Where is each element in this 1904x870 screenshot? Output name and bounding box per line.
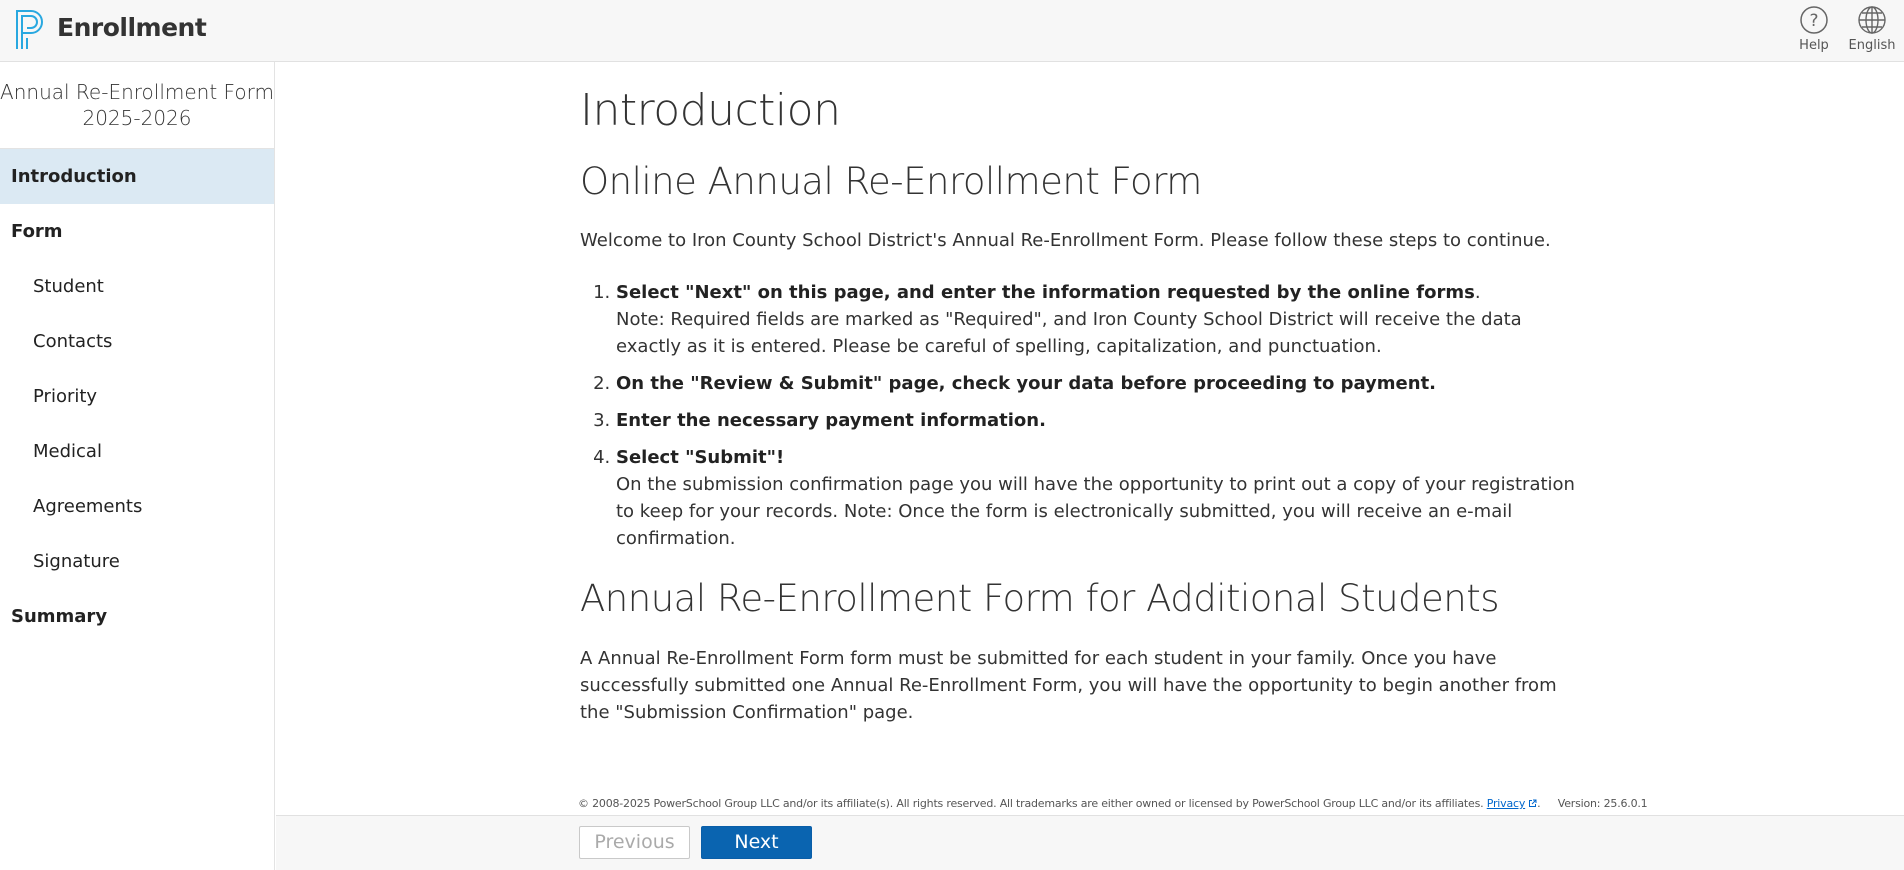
- page-title: Introduction: [580, 85, 841, 136]
- privacy-link[interactable]: [1487, 797, 1525, 810]
- sidebar-item-priority[interactable]: Priority: [33, 386, 98, 407]
- sidebar: [0, 62, 275, 870]
- sidebar-item-summary[interactable]: Summary: [11, 606, 108, 627]
- step-heading: Enter the necessary payment information.: [616, 410, 1046, 431]
- navigation-button-bar: [276, 815, 1904, 870]
- step-item: [616, 279, 1590, 360]
- language-label: English: [1848, 38, 1896, 53]
- intro-content: [580, 81, 1590, 726]
- main-content: [276, 62, 1904, 870]
- step-note: On the submission confirmation page you will have the opportunity to print out a copy of your registration to keep for your records. Note: Once the form is electronically submitted, you will receive an e-mail confirmation.: [616, 474, 1575, 549]
- step-suffix: .: [1474, 282, 1481, 303]
- powerschool-logo-icon: [14, 8, 48, 50]
- form-title: [0, 62, 274, 149]
- svg-text:?: ?: [1809, 11, 1819, 31]
- step-heading: On the "Review & Submit" page, check your data before proceeding to payment.: [616, 373, 1437, 394]
- welcome-text: Welcome to Iron County School District's Annual Re-Enrollment Form. Please follow these steps to continue.: [580, 230, 1551, 251]
- additional-students-text: A Annual Re-Enrollment Form form must be submitted for each student in your family. Once you have successfully submitted one Annual Re-Enrollment Form, you will have the opportunity to begin another from the "Submission Confirmation" page.: [580, 648, 1557, 723]
- next-button[interactable]: Next: [701, 826, 812, 859]
- steps-list: [580, 279, 1590, 552]
- sidebar-item-agreements[interactable]: Agreements: [33, 496, 143, 517]
- sidebar-item-student[interactable]: Student: [33, 276, 104, 297]
- help-button[interactable]: [1786, 5, 1842, 53]
- globe-icon: [1857, 5, 1887, 35]
- step-item: [616, 370, 1590, 397]
- help-icon: [1799, 5, 1829, 35]
- help-label: Help: [1799, 38, 1829, 53]
- form-title-line1: Annual Re-Enrollment Form: [0, 80, 274, 104]
- step-item: [616, 407, 1590, 434]
- step-heading: Select "Next" on this page, and enter the information requested by the online forms: [616, 282, 1475, 303]
- step-item: [616, 444, 1590, 552]
- footer-copyright: © 2008-2025 PowerSchool Group LLC and/or its affiliate(s). All rights reserved. All trademarks are either owned or licensed by PowerSchool Group LLC and/or its affiliates. Privacy . Version: 25.6.0.1: [578, 797, 1648, 810]
- copyright-text: © 2008-2025 PowerSchool Group LLC and/or its affiliate(s). All rights reserved. All trademarks are either owned or licensed by PowerSchool Group LLC and/or its affiliates.: [578, 797, 1484, 810]
- section-title-online-form: Online Annual Re-Enrollment Form: [580, 160, 1202, 203]
- form-title-line2: 2025-2026: [82, 106, 192, 130]
- app-header: [0, 0, 1904, 62]
- sidebar-item-introduction[interactable]: Introduction: [0, 149, 274, 204]
- sidebar-item-medical[interactable]: Medical: [33, 441, 102, 462]
- sidebar-item-signature[interactable]: Signature: [33, 551, 120, 572]
- language-button[interactable]: [1844, 5, 1900, 53]
- privacy-label: Privacy: [1486, 797, 1526, 810]
- external-link-icon: [1528, 799, 1537, 808]
- previous-button[interactable]: Previous: [579, 826, 690, 859]
- section-title-additional-students: Annual Re-Enrollment Form for Additional Students: [580, 577, 1500, 620]
- step-note: Note: Required fields are marked as "Required", and Iron County School District will receive the data exactly as it is entered. Please be careful of spelling, capitalization, and punctuation.: [616, 309, 1522, 357]
- sidebar-item-contacts[interactable]: Contacts: [33, 331, 113, 352]
- version-text: Version: 25.6.0.1: [1557, 797, 1648, 810]
- step-heading: Select "Submit"!: [616, 447, 785, 468]
- app-title: Enrollment: [57, 13, 207, 42]
- sidebar-item-form[interactable]: Form: [11, 221, 63, 242]
